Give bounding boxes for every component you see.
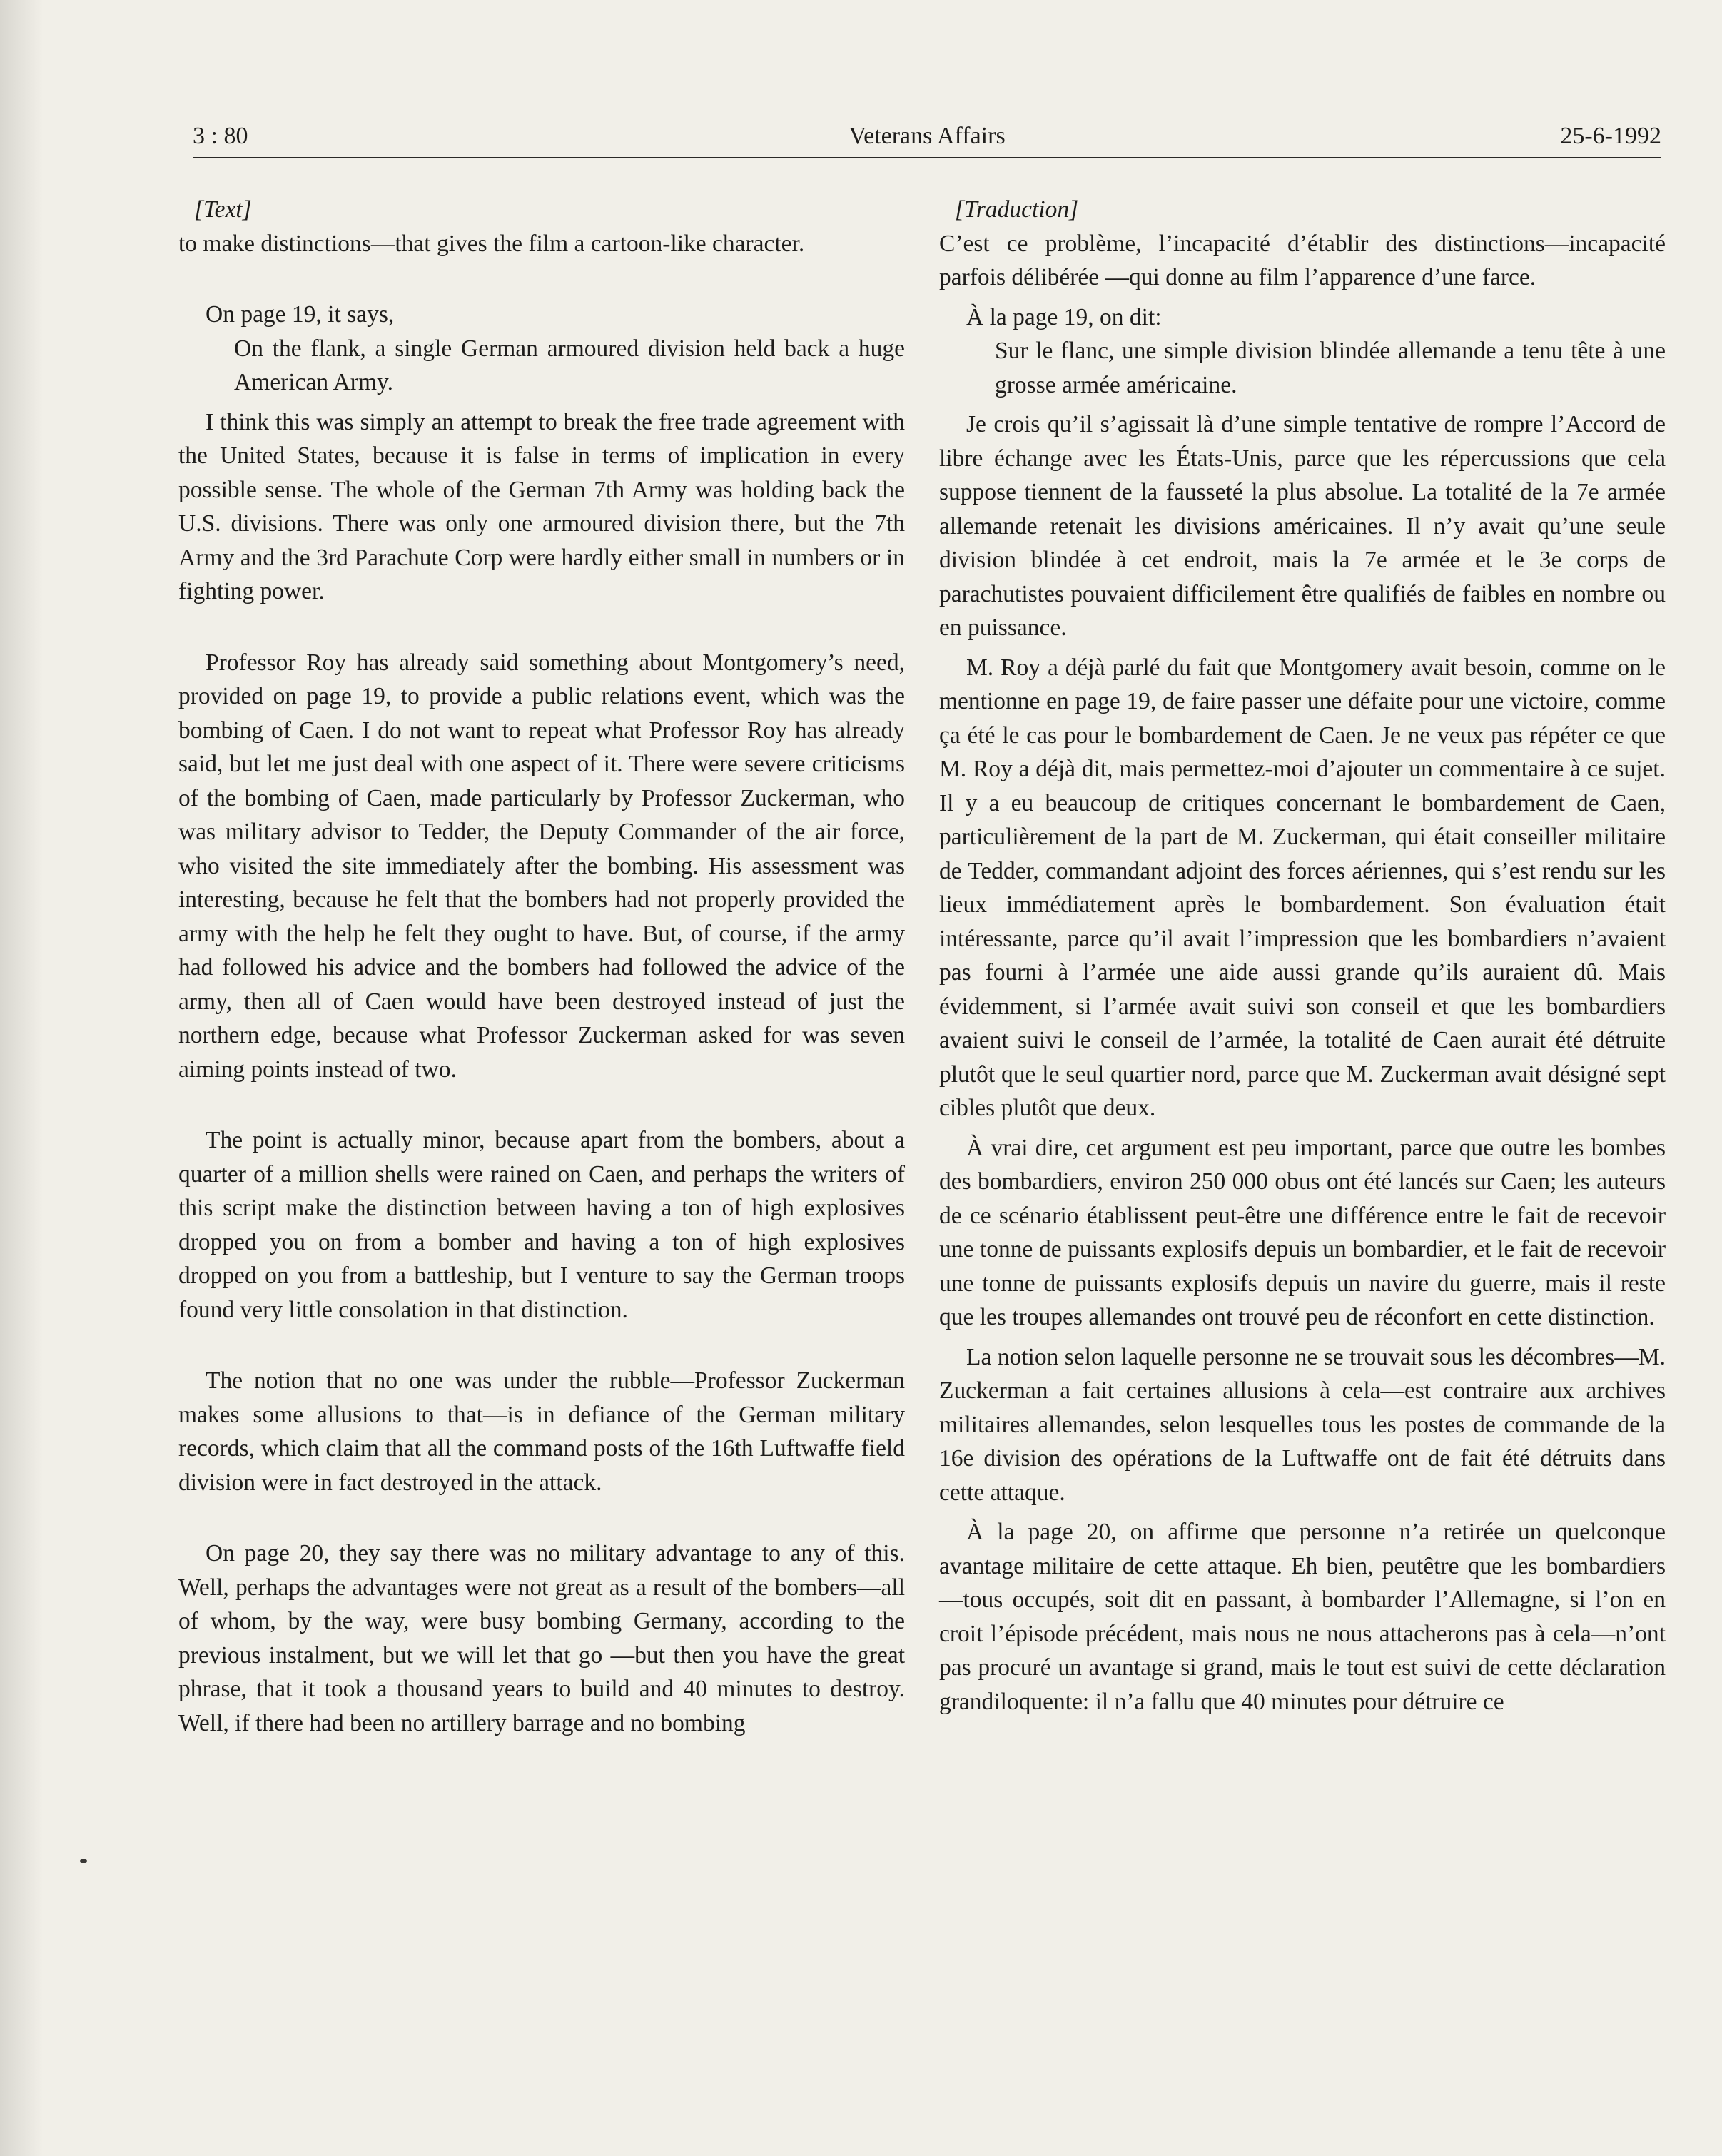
paragraph: La notion selon laquelle personne ne se trouvait sous les décombres—M. Zuckerman a fait certaines allusions à cela—est contraire aux archives militaires allemandes, selon lesquelles tous les postes de commande de la 16e division des opérations de la Luftwaffe ont de fait été détruits dans cette attaque.	[939, 1343, 1666, 1506]
page-header	[193, 123, 1661, 158]
paragraph: M. Roy a déjà parlé du fait que Montgomery avait besoin, comme on le mentionne en page 19, de faire passer une défaite pour une victoire, comme ça été le cas pour le bombardement de Caen. Je ne veux pas répéter ce que M. Roy a déjà dit, mais permettez-moi d’ajouter un commentaire à ce sujet. Il y a eu beaucoup de critiques concernant le bombardement de Caen, particulièrement de la part de M. Zuckerman, qui était conseiller militaire de Tedder, commandant adjoint des forces aériennes, qui s’est rendu sur les lieux immédiatement après le bombardement. Son évaluation était intéressante, parce qu’il avait l’impression que les bombardiers n’avaient pas fourni à l’armée une aide aussi grande qu’ils auraient dû. Mais évidemment, si l’armée avait suivi son conseil et que les bombardiers avaient suivi le conseil de l’armée, la totalité de Caen aurait été détruite plutôt que le seul quartier nord, parce que M. Zuckerman avait désigné sept cibles plutôt que deux.	[939, 654, 1666, 1121]
paragraph: On page 19, it says,	[206, 301, 395, 328]
french-column	[939, 193, 1666, 1719]
quotation-text: Sur le flanc, une simple division blindée allemande a tenu tête à une grosse armée américaine.	[995, 338, 1666, 398]
paragraph: to make distinctions—that gives the film a cartoon-like character.	[178, 230, 805, 257]
running-title: Veterans Affairs	[849, 123, 1006, 149]
text-tag: [Text]	[194, 196, 252, 223]
english-column	[178, 193, 905, 1740]
quotation	[939, 334, 1666, 402]
paragraph: À vrai dire, cet argument est peu important, parce que outre les bombes des bombardiers, environ 250 000 obus ont été lancés sur Caen; les auteurs de ce scénario établissent peut-être une différence entre le fait de recevoir une tonne de puissants explosifs depuis un bombardier, et le fait de recevoir une tonne de puissants explosifs depuis un navire du guerre, mais il reste que les troupes allemandes ont trouvé peu de réconfort en cette distinction.	[939, 1134, 1666, 1330]
page-number: 3 : 80	[193, 123, 248, 149]
quotation	[178, 332, 905, 400]
page-edge-shadow	[0, 0, 43, 2156]
translation-tag: [Traduction]	[955, 196, 1079, 223]
paragraph: I think this was simply an attempt to break the free trade agreement with the United States, because it is false in terms of implication in every possible sense. The whole of the German 7th Army was holding back the U.S. divisions. There was only one armoured division there, but the 7th Army and the 3rd Parachute Corp were hardly either small in numbers or in fighting power.	[178, 408, 905, 604]
paragraph: Je crois qu’il s’agissait là d’une simple tentative de rompre l’Accord de libre échange avec les États-Unis, parce que les répercussions que cela suppose tiennent de la fausseté la plus absolue. La totalité de la 7e armée allemande retenait les divisions américaines. Il n’y avait qu’une seule division blindée à cet endroit, mais la 7e armée et le 3e corps de parachutistes pouvaient difficilement être qualifiés de faibles en nombre ou en puissance.	[939, 411, 1666, 641]
paragraph: The point is actually minor, because apart from the bombers, about a quarter of a million shells were rained on Caen, and perhaps the writers of this script make the distinction between having a ton of high explosives dropped you on from a bomber and having a ton of high explosives dropped on you from a battleship, but I venture to say the German troops found very little consolation in that distinction.	[178, 1127, 905, 1323]
quotation-text: On the flank, a single German armoured division held back a huge American Army.	[234, 335, 905, 395]
header-date: 25-6-1992	[1560, 123, 1661, 149]
stray-ink-mark	[80, 1859, 87, 1863]
paragraph: C’est ce problème, l’incapacité d’établir des distinctions—incapacité parfois délibérée —qui donne au film l’apparence d’une farce.	[939, 230, 1666, 290]
paragraph: The notion that no one was under the rubble—Professor Zuckerman makes some allusions to that—is in defiance of the German military records, which claim that all the command posts of the 16th Luftwaffe field division were in fact destroyed in the attack.	[178, 1367, 905, 1496]
paragraph: Professor Roy has already said something about Montgomery’s need, provided on page 19, to provide a public relations event, which was the bombing of Caen. I do not want to repeat what Professor Roy has already said, but let me just deal with one aspect of it. There were severe criticisms of the bombing of Caen, made particularly by Professor Zuckerman, who was military advisor to Tedder, the Deputy Commander of the air force, who visited the site immediately after the bombing. His assessment was interesting, because he felt that the bombers had not properly provided the army with the help he felt they ought to have. But, of course, if the army had followed his advice and the bombers had followed the advice of the army, then all of Caen would have been destroyed instead of just the northern edge, because what Professor Zuckerman asked for was seven aiming points instead of two.	[178, 649, 905, 1083]
paragraph: On page 20, they say there was no military advantage to any of this. Well, perhaps the advantages were not great as a result of the bombers—all of whom, by the way, were busy bombing Germany, according to the previous instalment, but we will let that go —but then you have the great phrase, that it took a thousand years to build and 40 minutes to destroy. Well, if there had been no artillery barrage and no bombing	[178, 1540, 905, 1736]
paragraph: À la page 19, on dit:	[966, 303, 1162, 330]
paragraph: À la page 20, on affirme que personne n’a retirée un quelconque avantage militaire de cette attaque. Eh bien, peutêtre que les bombardiers —tous occupés, soit dit en passant, à bombarder l’Allemagne, si l’on en croit l’épisode précédent, mais nous ne nous attacherons pas à cela—n’ont pas procuré un avantage si grand, mais le tout est suivi de cette déclaration grandiloquente: il n’a fallu que 40 minutes pour détruire ce	[939, 1519, 1666, 1715]
